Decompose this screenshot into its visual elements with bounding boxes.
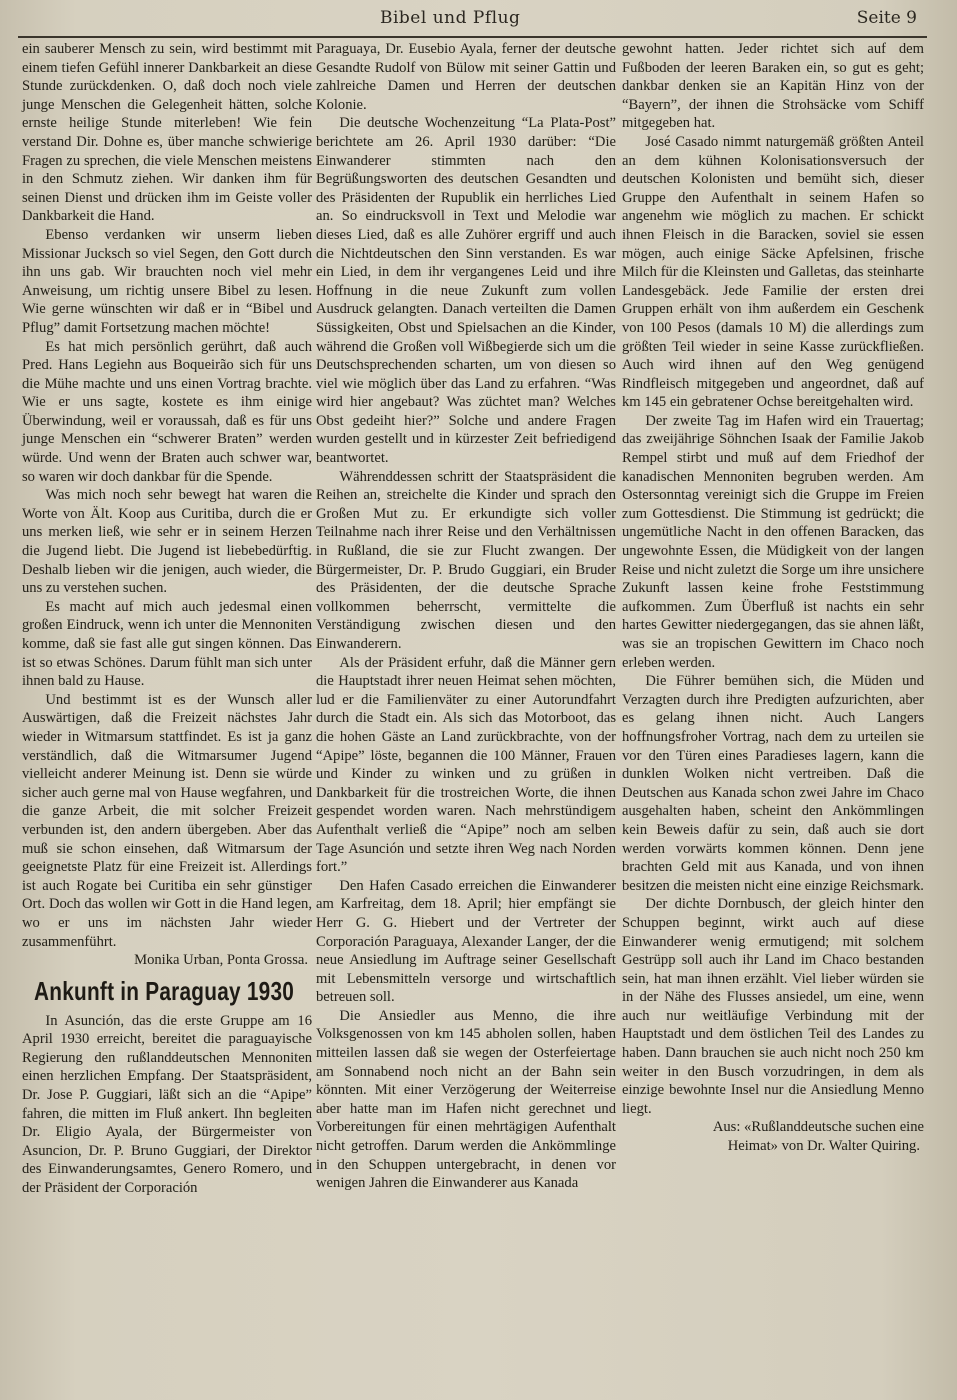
column-3 bbox=[622, 40, 924, 1156]
paragraph: Der zweite Tag im Hafen wird ein Trauertag; das zweijährige Söhnchen Isaak der Familie Jakob Rempel stirbt und muß auf dem Friedhof der kanadischen Mennoniten begruben werden. Am Ostersonntag vereinigt sich die Gruppe im Freien zum Gottesdienst. Die Stimmung ist gedrückt; die ungemütliche Nacht in den offenen Baracken, das ungewohnte Essen, die Müdigkeit von der langen Reise und nicht zuletzt die Sorge um ihre unsichere Zukunft lassen keine frohe Feststimmung aufkommen. Zum Überfluß ist nachts ein sehr hartes Gewitter niedergegangen, das sie ahnen läßt, was sie an tropischen Gewittern im Chaco noch erleben werden. bbox=[622, 412, 924, 671]
author-signature: Monika Urban, Ponta Grossa. bbox=[134, 952, 308, 969]
paragraph: Es hat mich persönlich gerührt, daß auch Pred. Hans Legiehn aus Boqueirão sich für uns die Mühe machte und uns einen Vortrag brachte. Wie er uns sagte, kostete es ihm einige Überwindung, weil er voraussah, daß es für uns junge Menschen ein “schwerer Braten” werden würde. Und wenn der Braten auch schwer war, so waren wir doch dankbar für die Spende. bbox=[22, 338, 312, 485]
paragraph: Die Ansiedler aus Menno, die ihre Volksgenossen von km 145 abholen sollen, haben mitteilen lassen daß sie wegen der Osterfeiertage am Sonnabend noch nicht an der Bahn sein könnten. Mit einer Verzögerung der Weiterreise aber hatte man im Hafen nicht gerechnet und Vorbereitungen für einen mehrtägigen Aufenthalt nicht getroffen. Darum werden die Ankömmlinge in den Schuppen untergebracht, in denen vor wenigen Jahren die Einwanderer aus Kanada bbox=[316, 1007, 616, 1192]
paragraph: In Asunción, das die erste Gruppe am 16 April 1930 erreicht, bereitet die paraguayische Regierung den rußlanddeutschen Mennoniten einen herzlichen Empfang. Der Staatspräsident, Dr. Jose P. Guggiari, läßt sich an die “Apipe” fahren, die mitten im Fluß ankert. Ihn begleiten Dr. Eligio Ayala, der Bürgermeister von Asuncion, Dr. P. Bruno Guggiari, der Direktor des Einwanderungsamtes, Genero Romero, und der Präsident der Corporación bbox=[22, 1012, 312, 1197]
paragraph: Und bestimmt ist es der Wunsch aller Auswärtigen, daß die Freizeit nächstes Jahr wieder in Witmarsum stattfindet. Es ist ja ganz verständlich, daß die Witmarsumer Jugend vielleicht anderer Meinung ist. Denn sie würde sicher auch gerne mal von Hause wegfahren, und die ganze Arbeit, die mit solcher Freizeit verbunden ist, den andern übergeben. Aber das muß sie schon einsehen, daß Witmarsum der geeignetste Platz für eine Freizeit ist. Allerdings ist auch Rogate bei Curitiba ein sehr günstiger Ort. Doch das wollen wir Gott in die Hand legen, wo er uns im nächsten Jahr wieder zusammenführt. bbox=[22, 691, 312, 950]
paragraph: gewohnt hatten. Jeder richtet sich auf dem Fußboden der leeren Baraken ein, so gut es geht; dankbar denken sie an Kapitän Hinz von der “Bayern”, der ihnen die Strohsäcke vom Schiff mitgegeben hat. bbox=[622, 41, 924, 132]
paragraph: Die deutsche Wochenzeitung “La Plata-Post” berichtete am 26. April 1930 darüber: “Die Einwanderer stimmten nach den Begrüßungsworten des deutschen Gesandten und des Präsidenten der Rupublik ein herrliches Lied an. So eindrucksvoll in Text und Melodie war dieses Lied, daß es alle Zuhörer ergriff und auch die Nichtdeutschen den Sinn verstanden. Es war ein Lied, in dem ihr vergangenes Leid und ihre Hoffnung in die neue Zukunft zum vollen Ausdruck gelangten. Danach verteilten die Damen Süssigkeiten, Obst und Spielsachen an die Kinder, während die Großen voll Wißbegierde sich um die Deutschsprechenden scharten, um von diesen so viel wie möglich über das Land zu erfahren. “Was wird hier angebaut? Was züchtet man? Welches Obst gedeiht hier?” Solche und andere Fragen wurden gestellt und in kürzester Zeit befriedigend beantwortet. bbox=[316, 115, 616, 467]
paragraph: Der dichte Dornbusch, der gleich hinter den Schuppen beginnt, wirkt auch auf diese Einwanderer wenig ermutigend; mit solchem Gestrüpp soll auch ihr Land im Chaco bestanden sein, hat man ihnen erzählt. Viel lieber würden sie in der Nähe des Flusses ansiedel, um eine, wenn auch nur weitläufige Verbindung mit der Hauptstadt und dem östlichen Teil des Landes zu haben. Dann brauchen sie auch nicht noch 250 km weiter in den Busch vorzudringen, in dem als einzige bewohnte Insel nur die Ansiedlung Menno liegt. bbox=[622, 896, 924, 1117]
column-1 bbox=[22, 40, 312, 1198]
paragraph: ein sauberer Mensch zu sein, wird bestimmt mit einem tiefen Gefühl innerer Dankbarkeit an diese Stunde zurückdenken. O, daß doch noch viele junge Menschen die Gelegenheit hätten, solche ernste heilige Stunde miterleben! Wie fein verstand Dir. Dohne es, über manche schwierige Fragen zu sprechen, die viele Menschen meistens in den Schmutz ziehen. Wir danken ihm für seinen Dienst und drücken ihm im Geiste voller Dankbarkeit die Hand. bbox=[22, 41, 312, 225]
source-citation-continued: Heimat» von Dr. Walter Quiring. bbox=[727, 1138, 920, 1155]
article-title: Ankunft in Paraguay 1930 bbox=[34, 975, 295, 1006]
paragraph: Paraguaya, Dr. Eusebio Ayala, ferner der deutsche Gesandte Rudolf von Bülow mit seiner Gattin und zahlreiche Damen und Herren der deutschen Kolonie. bbox=[316, 41, 616, 113]
page-header bbox=[0, 4, 957, 38]
paragraph: Ebenso verdanken wir unserm lieben Missionar Jucksch so viel Segen, den Gott durch ihn uns gab. Wir brauchten noch viel mehr Anweisung, um richtig unsere Bibel zu lesen. Wie gerne wünschten wir daß er in “Bibel und Pflug” damit Fortsetzung machen möchte! bbox=[22, 226, 312, 336]
paragraph: Was mich noch sehr bewegt hat waren die Worte von Ält. Koop aus Curitiba, durch die er uns merken ließ, wie sehr er in seinem Herzen die Jugend liebt. Die Jugend ist liebebedürftig. Deshalb lieben wir die jenigen, auch wieder, die uns zu verstehen suchen. bbox=[22, 487, 312, 597]
paragraph: Den Hafen Casado erreichen die Einwanderer am Karfreitag, dem 18. April; hier empfängt sie Herr G. G. Hiebert und der Vertreter der Corporación Paraguaya, Alexander Langer, der die neue Ansiedlung im Auftrage seiner Gesellschaft mit Lebensmitteln versorge und wirtschaftlich betreuen soll. bbox=[316, 877, 616, 1006]
paragraph: Als der Präsident erfuhr, daß die Männer gern die Hauptstadt ihrer neuen Heimat sehen möchten, lud er die Familienväter zu einer Autorundfahrt durch die Stadt ein. Als sich das Motorboot, das die hohen Gäste an Land zurückbrachte, von der “Apipe” löste, begannen die 100 Männer, Frauen und Kinder zu winken und zu grüßen in Dankbarkeit für die trostreichen Worte, die ihnen gespendet worden waren. Nach mehrstündigem Aufenthalt verließ die “Apipe” noch am selben Tage Asunción und setzte ihren Weg nach Norden fort.” bbox=[316, 654, 616, 876]
column-2 bbox=[316, 40, 616, 1193]
source-citation: Aus: «Rußlanddeutsche suchen eine bbox=[712, 1119, 924, 1136]
header-rule bbox=[18, 36, 927, 38]
paragraph: José Casado nimmt naturgemäß größten Anteil an dem kühnen Kolonisationsversuch der deutschen Kolonisten und bemüht sich, dieser Gruppe den Aufenthalt in seinem Hafen so angenehm wie möglich zu machen. Er schickt ihnen Fleisch in die Baracken, soviel sie essen mögen, auch einige Säcke Apfelsinen, frische Milch für die Kleinsten und Galletas, das steinharte Landesgebäck. Jede Familie der ersten drei Gruppen erhält von ihm außerdem ein Geschenk von 100 Pesos (damals 10 M) die allerdings zum größten Teil wieder in seine Kasse zurückfließen. Auch wird ihnen auf den Weg genügend Rindfleisch mitgegeben und angeordnet, daß auf km 145 ein gebratener Ochse bereitgehalten wird. bbox=[622, 133, 924, 411]
paragraph: Währenddessen schritt der Staatspräsident die Reihen an, streichelte die Kinder und sprach den Großen Mut zu. Er erkundigte sich voller Teilnahme nach ihrer Reise und den Verhältnissen in Rußland, die sie zur Flucht zwangen. Der Bürgermeister, Dr. P. Brudo Guggiari, ein Bruder des Präsidenten, der die deutsche Sprache vollkommen beherrscht, vermittelte die Verständigung zwischen diesen und den Einwanderern. bbox=[316, 468, 616, 652]
paragraph: Es macht auf mich auch jedesmal einen großen Eindruck, wenn ich unter die Mennoniten komme, daß sie fast alle gut singen können. Das ist so etwas Schönes. Darum fühlt man sich unter ihnen bald zu Hause. bbox=[22, 598, 312, 690]
page-number: Seite 9 bbox=[856, 8, 917, 28]
publication-title: Bibel und Pflug bbox=[380, 8, 521, 28]
paragraph: Die Führer bemühen sich, die Müden und Verzagten durch ihre Predigten aufzurichten, aber es gelang ihnen nicht. Auch Langers hoffnungsfroher Vortrag, nach dem zu urteilen sie vor den Türen eines Paradieses lagern, kann die dunklen Wolken nicht vertreiben. Daß die Deutschen aus Kanada schon zwei Jahre im Chaco ausgehalten haben, scheint den Ankömmlingen kein Beweis dafür zu sein, daß auch sie dort werden vorwärts kommen können. Denn jene brachten Geld mit aus Kanada, und von ihnen besitzen die meisten nicht eine einzige Reichsmark. bbox=[622, 673, 924, 894]
